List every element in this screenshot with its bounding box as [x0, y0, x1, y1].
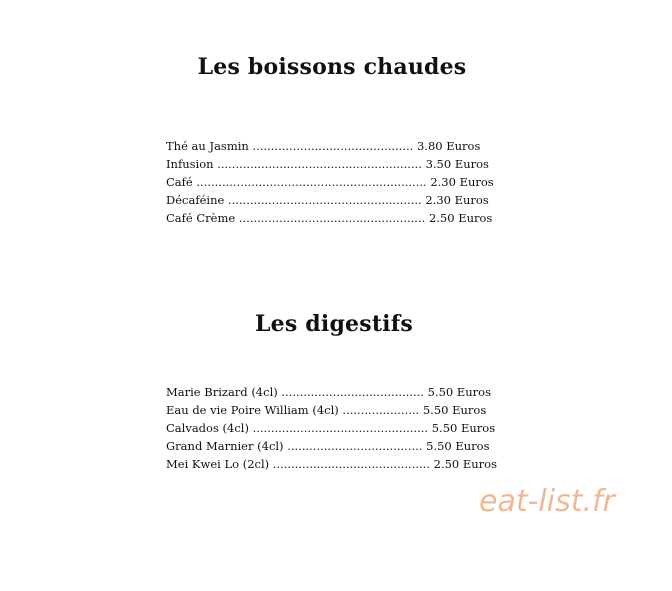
- menu-item: [166, 155, 494, 173]
- dot-leader: ...............................................................: [192, 175, 431, 189]
- menu-item: [166, 191, 494, 209]
- dot-leader: ...........................................: [269, 457, 434, 471]
- menu-list-hot-drinks: [166, 137, 494, 227]
- item-name: Mei Kwei Lo (2cl): [166, 457, 270, 471]
- dot-leader: ...................................................: [235, 211, 429, 225]
- dot-leader: .....................: [338, 403, 423, 417]
- item-name: Calvados (4cl): [166, 421, 249, 435]
- menu-item: [166, 383, 497, 401]
- menu-item: [166, 455, 497, 473]
- item-price: 2.30 Euros: [425, 193, 489, 207]
- menu-list-digestifs: [166, 383, 497, 473]
- item-price: 5.50 Euros: [427, 385, 492, 399]
- menu-item: [166, 173, 494, 191]
- dot-leader: .....................................................: [224, 193, 426, 207]
- item-price: 5.50 Euros: [422, 403, 487, 417]
- item-price: 3.80 Euros: [416, 139, 481, 153]
- menu-item: [166, 137, 494, 155]
- section-title-digestifs: Les digestifs: [255, 311, 413, 337]
- item-name: Café Crème: [166, 211, 236, 225]
- section-title-hot-drinks: Les boissons chaudes: [197, 54, 467, 80]
- item-name: Café: [166, 175, 193, 189]
- item-name: Eau de vie Poire William (4cl): [166, 403, 339, 417]
- item-name: Marie Brizard (4cl): [166, 385, 278, 399]
- dot-leader: ................................................: [248, 421, 432, 435]
- menu-item: [166, 419, 497, 437]
- menu-item: [166, 437, 497, 455]
- dot-leader: ........................................................: [213, 157, 426, 171]
- item-price: 5.50 Euros: [431, 421, 496, 435]
- item-price: 2.50 Euros: [433, 457, 498, 471]
- item-name: Grand Marnier (4cl): [166, 439, 284, 453]
- item-price: 2.50 Euros: [428, 211, 493, 225]
- menu-item: [166, 209, 494, 227]
- dot-leader: ............................................: [248, 139, 417, 153]
- item-price: 2.30 Euros: [430, 175, 494, 189]
- menu-item: [166, 401, 497, 419]
- item-price: 5.50 Euros: [426, 439, 490, 453]
- item-name: Infusion: [166, 157, 214, 171]
- item-price: 3.50 Euros: [425, 157, 489, 171]
- dot-leader: .....................................: [283, 439, 427, 453]
- item-name: Décaféine: [166, 193, 225, 207]
- item-name: Thé au Jasmin: [166, 139, 249, 153]
- watermark-logo: eat-list.fr: [479, 484, 615, 519]
- dot-leader: .......................................: [277, 385, 428, 399]
